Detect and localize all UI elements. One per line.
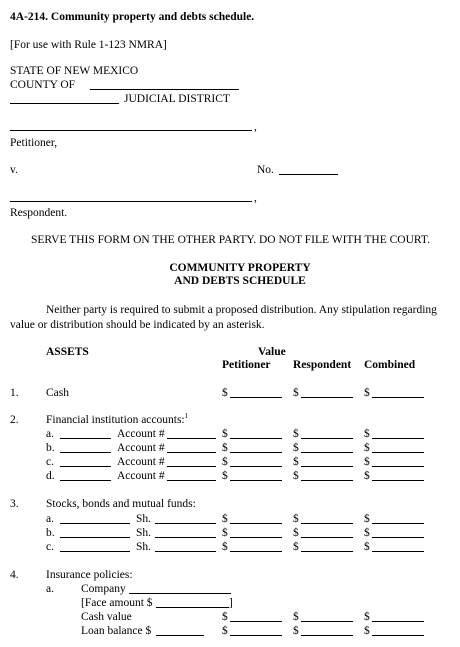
institution-field[interactable] xyxy=(60,466,111,467)
security-name-field[interactable] xyxy=(60,537,130,538)
row-letter: c. xyxy=(46,541,54,553)
financial-accounts-label: Financial institution accounts:$^1$ xyxy=(46,412,189,426)
item-number: 3. xyxy=(10,498,19,510)
row-letter: b. xyxy=(46,527,55,539)
dollar-sign: $ xyxy=(293,611,299,623)
cash-combined-field[interactable] xyxy=(372,397,424,398)
combined-value-field[interactable] xyxy=(372,452,424,453)
face-amount-bracket: ] xyxy=(229,597,233,609)
respondent-value-field[interactable] xyxy=(301,523,353,524)
petitioner-value-field[interactable] xyxy=(230,551,282,552)
dollar-sign: $ xyxy=(222,611,228,623)
row-letter: a. xyxy=(46,513,54,525)
respondent-column-header: Respondent xyxy=(293,359,352,371)
institution-field[interactable] xyxy=(60,480,111,481)
institution-field[interactable] xyxy=(60,438,111,439)
combined-value-field[interactable] xyxy=(372,621,424,622)
footnote-marker: 1 xyxy=(184,412,189,421)
instructions-line1: Neither party is required to submit a proposed distribution. Any stipulation regarding xyxy=(46,304,437,316)
dollar-sign: $ xyxy=(364,541,370,553)
respondent-comma: , xyxy=(254,192,257,204)
dollar-sign: $ xyxy=(293,625,299,637)
combined-value-field[interactable] xyxy=(372,438,424,439)
cash-value-label: Cash value xyxy=(81,611,132,623)
row-letter: b. xyxy=(46,442,55,454)
petitioner-value-field[interactable] xyxy=(230,537,282,538)
row-letter: c. xyxy=(46,456,54,468)
account-label: Account # xyxy=(117,456,165,468)
dollar-sign: $ xyxy=(222,456,228,468)
value-header: Value xyxy=(258,346,286,358)
dollar-sign: $ xyxy=(222,541,228,553)
insurance-label: Insurance policies: xyxy=(46,569,133,581)
company-label: Company xyxy=(81,583,126,595)
district-label: JUDICIAL DISTRICT xyxy=(124,93,230,105)
dollar-sign: $ xyxy=(364,625,370,637)
row-letter: d. xyxy=(46,470,55,482)
dollar-sign: $ xyxy=(364,470,370,482)
combined-value-field[interactable] xyxy=(372,523,424,524)
dollar-sign: $ xyxy=(222,513,228,525)
face-amount-field[interactable] xyxy=(156,607,229,608)
schedule-title-line2: AND DEBTS SCHEDULE xyxy=(174,275,306,287)
dollar-sign: $ xyxy=(364,428,370,440)
petitioner-value-field[interactable] xyxy=(230,480,282,481)
petitioner-column-header: Petitioner xyxy=(222,359,271,371)
respondent-label: Respondent. xyxy=(10,207,68,219)
instructions-line2: value or distribution should be indicated by an asterisk. xyxy=(10,319,265,331)
dollar-sign: $ xyxy=(293,527,299,539)
cash-petitioner-field[interactable] xyxy=(230,397,282,398)
combined-value-field[interactable] xyxy=(372,480,424,481)
respondent-value-field[interactable] xyxy=(301,480,353,481)
combined-value-field[interactable] xyxy=(372,537,424,538)
dollar-sign: $ xyxy=(222,470,228,482)
respondent-value-field[interactable] xyxy=(301,635,353,636)
face-amount-label: [Face amount $ xyxy=(81,597,153,609)
respondent-value-field[interactable] xyxy=(301,551,353,552)
respondent-value-field[interactable] xyxy=(301,537,353,538)
rule-note: [For use with Rule 1-123 NMRA] xyxy=(10,39,167,51)
petitioner-name-field[interactable] xyxy=(10,130,252,131)
account-number-field[interactable] xyxy=(167,452,216,453)
loan-balance-label: Loan balance $ xyxy=(81,625,152,637)
dollar-sign: $ xyxy=(222,527,228,539)
dollar-sign: $ xyxy=(293,387,299,399)
state-label: STATE OF NEW MEXICO xyxy=(10,65,139,77)
security-name-field[interactable] xyxy=(60,523,130,524)
case-number-label: No. xyxy=(257,164,274,176)
dollar-sign: $ xyxy=(293,541,299,553)
item-number: 2. xyxy=(10,414,19,426)
respondent-value-field[interactable] xyxy=(301,466,353,467)
combined-column-header: Combined xyxy=(364,359,416,371)
petitioner-value-field[interactable] xyxy=(230,466,282,467)
cash-respondent-field[interactable] xyxy=(301,397,353,398)
dollar-sign: $ xyxy=(293,470,299,482)
account-label: Account # xyxy=(117,470,165,482)
dollar-sign: $ xyxy=(293,513,299,525)
shares-label: Sh. xyxy=(136,541,152,553)
respondent-value-field[interactable] xyxy=(301,621,353,622)
dollar-sign: $ xyxy=(293,442,299,454)
combined-value-field[interactable] xyxy=(372,466,424,467)
combined-value-field[interactable] xyxy=(372,551,424,552)
dollar-sign: $ xyxy=(222,442,228,454)
dollar-sign: $ xyxy=(364,387,370,399)
account-label: Account # xyxy=(117,428,165,440)
item-number: 4. xyxy=(10,569,19,581)
loan-balance-field[interactable] xyxy=(156,635,204,636)
dollar-sign: $ xyxy=(222,387,228,399)
dollar-sign: $ xyxy=(222,428,228,440)
cash-label: Cash xyxy=(46,387,69,399)
shares-field[interactable] xyxy=(155,523,216,524)
dollar-sign: $ xyxy=(364,456,370,468)
stocks-label: Stocks, bonds and mutual funds: xyxy=(46,498,196,510)
dollar-sign: $ xyxy=(364,513,370,525)
shares-field[interactable] xyxy=(155,551,216,552)
dollar-sign: $ xyxy=(222,625,228,637)
dollar-sign: $ xyxy=(364,442,370,454)
row-letter: a. xyxy=(46,428,54,440)
account-label: Account # xyxy=(117,442,165,454)
petitioner-value-field[interactable] xyxy=(230,438,282,439)
respondent-value-field[interactable] xyxy=(301,438,353,439)
district-field[interactable] xyxy=(10,103,119,104)
county-label: COUNTY OF xyxy=(10,79,76,91)
respondent-name-field[interactable] xyxy=(10,201,252,202)
petitioner-comma: , xyxy=(254,121,257,133)
item-number: 1. xyxy=(10,387,19,399)
institution-field[interactable] xyxy=(60,452,111,453)
account-number-field[interactable] xyxy=(167,438,216,439)
row-letter: a. xyxy=(46,583,54,595)
county-field[interactable] xyxy=(90,89,239,90)
case-number-field[interactable] xyxy=(279,174,338,175)
respondent-value-field[interactable] xyxy=(301,452,353,453)
dollar-sign: $ xyxy=(293,456,299,468)
assets-header: ASSETS xyxy=(46,346,89,358)
schedule-title-line1: COMMUNITY PROPERTY xyxy=(169,262,311,274)
company-field[interactable] xyxy=(129,593,231,594)
petitioner-value-field[interactable] xyxy=(230,621,282,622)
versus-label: v. xyxy=(10,164,18,176)
petitioner-value-field[interactable] xyxy=(230,523,282,524)
account-number-field[interactable] xyxy=(167,480,216,481)
combined-value-field[interactable] xyxy=(372,635,424,636)
account-number-field[interactable] xyxy=(167,466,216,467)
shares-label: Sh. xyxy=(136,513,152,525)
security-name-field[interactable] xyxy=(60,551,130,552)
petitioner-value-field[interactable] xyxy=(230,635,282,636)
petitioner-label: Petitioner, xyxy=(10,137,58,149)
shares-field[interactable] xyxy=(155,537,216,538)
dollar-sign: $ xyxy=(364,611,370,623)
dollar-sign: $ xyxy=(293,428,299,440)
dollar-sign: $ xyxy=(364,527,370,539)
serve-notice: SERVE THIS FORM ON THE OTHER PARTY. DO NOT FILE WITH THE COURT. xyxy=(31,234,430,246)
form-heading: 4A-214. Community property and debts schedule. xyxy=(10,11,255,23)
petitioner-value-field[interactable] xyxy=(230,452,282,453)
shares-label: Sh. xyxy=(136,527,152,539)
